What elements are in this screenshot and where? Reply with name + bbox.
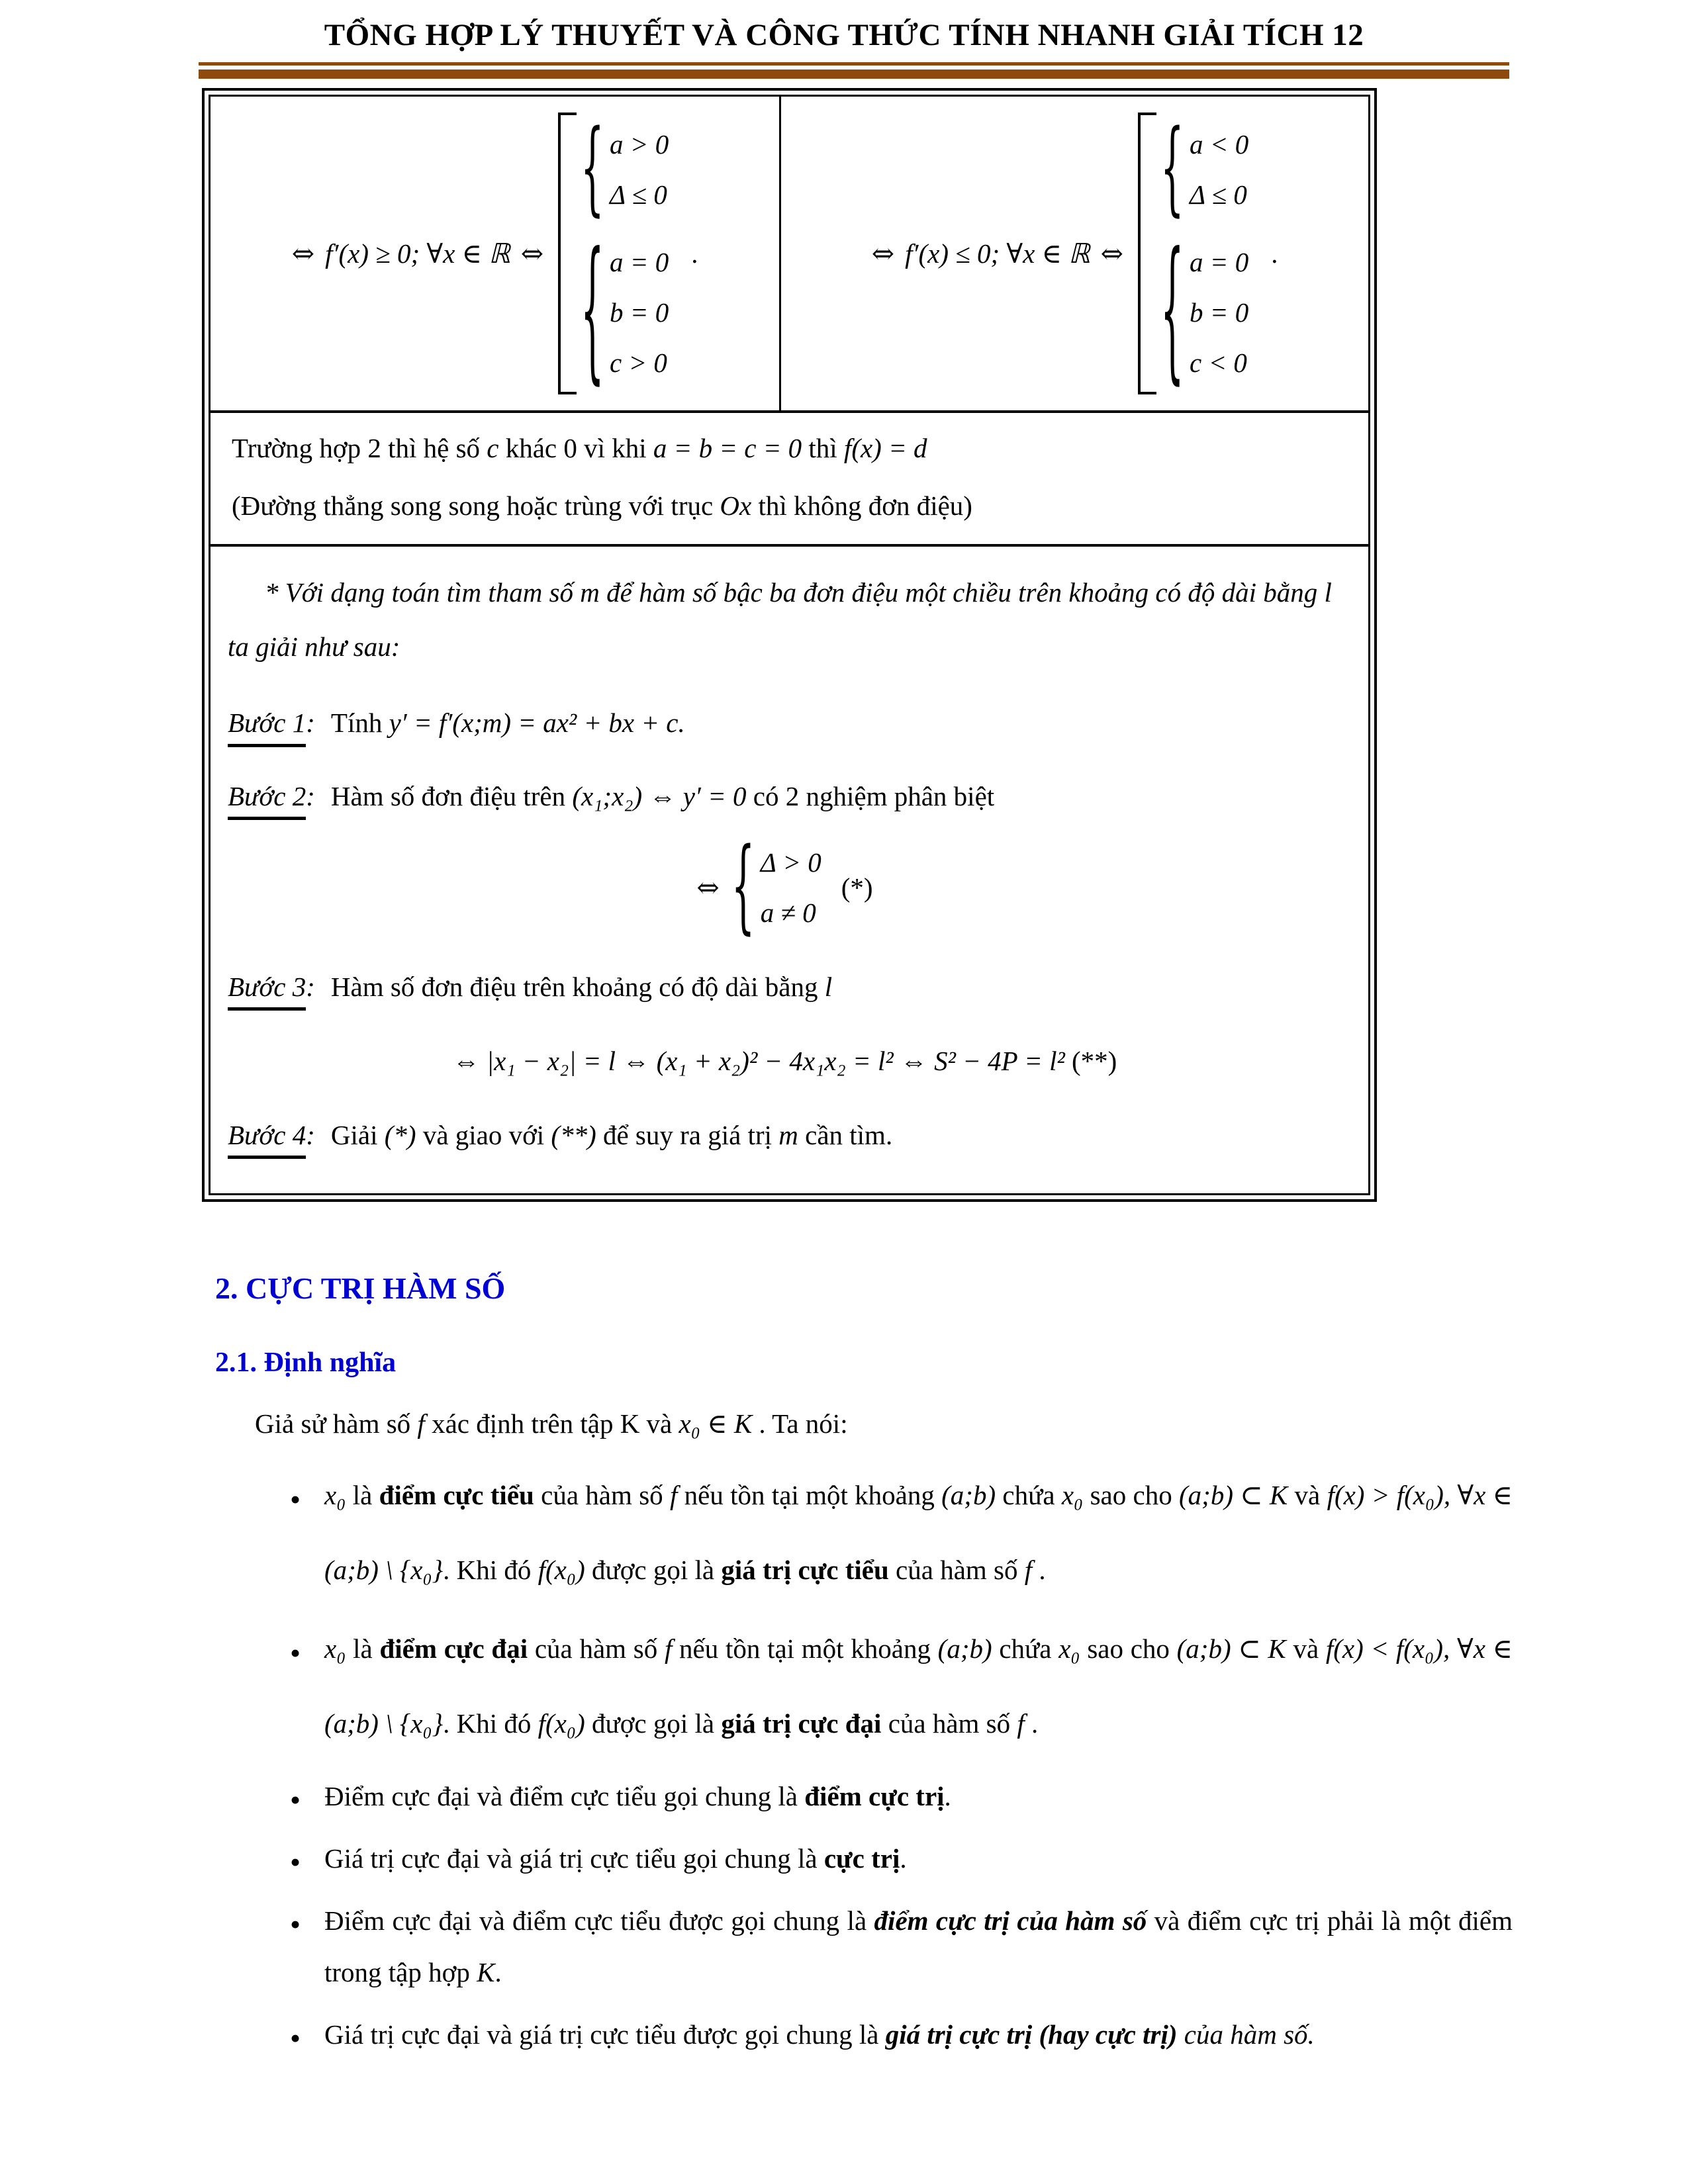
case-stack [581,109,669,400]
decrease-formula [871,109,1278,400]
step-3-label: Bước 3 [228,970,306,1011]
step-3-text: Hàm số đơn điệu trên khoảng có độ dài bằng l [330,971,833,1002]
derivative-condition: f′(x) ≥ 0; ∀x ∈ ℝ [325,238,510,269]
star-conditions [761,837,821,938]
period: . [1271,238,1278,269]
step-1-head [228,707,315,738]
case-system-1 [581,109,669,228]
left-brace-icon: { [1160,109,1184,228]
condition: b = 0 [1190,297,1249,328]
method-intro: * Với dạng toán tìm tham số m để hàm số bậc ba đơn điệu một chiều trên khoảng có độ dài bằng l ta giải như sau: [228,577,1332,662]
left-brace-icon: { [1160,222,1184,400]
or-bracket [558,109,674,400]
step-3 [228,970,1342,1011]
note-row [211,410,1368,544]
theory-table-inner [209,95,1370,1195]
decrease-condition-cell [781,97,1368,410]
step-2-label: Bước 2 [228,779,306,820]
or-bracket [1138,109,1254,400]
monotonic-formula-row [211,97,1368,410]
equiv-arrow: ⇔ [1100,238,1124,269]
derivative-condition: f′(x) ≤ 0; ∀x ∈ ℝ [905,238,1090,269]
step-3-colon: : [306,971,315,1002]
method-row [211,544,1368,1193]
case-stack [1160,109,1249,400]
step-4-text: Giải (*) và giao với (**) để suy ra giá trị m cần tìm. [330,1120,893,1151]
left-brace-icon: { [581,222,604,400]
bullet-extreme-point-of-function: • Điểm cực đại và điểm cực tiểu được gọi chung là điểm cực trị của hàm số và điểm cực trị phải là một điểm trong tập hợp K. [324,1895,1513,1999]
condition: c < 0 [1190,347,1247,378]
condition: a ≠ 0 [760,897,816,928]
case-conditions [1190,237,1248,388]
left-brace-icon: { [581,109,604,228]
step-4-label: Bước 4 [228,1118,306,1159]
step-2-colon: : [306,780,315,811]
step-4 [228,1118,1342,1159]
subsection-heading: 2.1. Định nghĩa [215,1347,397,1379]
step-1-label: Bước 1 [228,705,306,747]
condition: c > 0 [610,347,667,378]
step-1-colon: : [306,707,315,739]
step-2-head [228,781,315,811]
equiv-arrow: ⇔ [520,238,544,269]
increase-condition-cell [211,97,781,410]
case-conditions [610,237,669,388]
condition: a > 0 [610,129,669,159]
condition: a < 0 [1190,129,1249,159]
condition: a = 0 [610,247,669,277]
page-title: TỔNG HỢP LÝ THUYẾT VÀ CÔNG THỨC TÍNH NHANH GIẢI TÍCH 12 [324,18,1364,52]
definition-intro: Giả sử hàm số f xác định trên tập K và x₀ ∈ K . Ta nói: [255,1408,848,1439]
condition: a = 0 [1190,247,1249,277]
title-divider-rule [199,62,1509,79]
bullet-minimum-point: • x₀ là điểm cực tiểu của hàm số f nếu tồn tại một khoảng (a;b) chứa x₀ sao cho (a;b) ⊂ K và f(x) > f(x₀), ∀x ∈ (a;b) \ {x₀}. Khi đó f(x₀) được gọi là giá trị cực tiểu của hàm số f . [324,1458,1513,1608]
note-line-2: (Đường thẳng song song hoặc trùng với trục Ox thì không đơn điệu) [232,490,972,522]
section-heading: 2. CỰC TRỊ HÀM SỐ [215,1271,506,1306]
step-1 [228,705,1342,747]
condition: Δ ≤ 0 [1190,179,1247,210]
step-2 [228,779,1342,820]
increase-formula [291,109,698,400]
length-formula: ⇔ |x₁ − x₂| = l ⇔ (x₁ + x₂)² − 4x₁x₂ = l² ⇔ S² − 4P = l² (**) [452,1046,1117,1077]
bullet-extreme-value-of-function: • Giá trị cực đại và giá trị cực tiểu được gọi chung là giá trị cực trị (hay cực trị) của hàm số. [324,2009,1513,2061]
case-conditions [1190,119,1248,220]
condition: Δ > 0 [760,846,821,878]
step-4-head [228,1120,315,1150]
left-brace-icon: { [731,827,755,946]
period: . [691,238,698,269]
condition: b = 0 [610,297,669,328]
star-tag: (*) [841,872,873,903]
step-3-head [228,972,315,1002]
equiv-arrow: ⇔ [696,871,720,903]
case-conditions [610,119,669,220]
case-system-2 [581,222,669,400]
definition-bullet-list [0,1458,1688,2060]
case-system-2 [1160,222,1249,400]
bullet-extreme-points: • Điểm cực đại và điểm cực tiểu gọi chung là điểm cực trị. [324,1771,1513,1823]
step-4-colon: : [306,1120,315,1151]
theory-table [202,88,1377,1202]
star-system [731,827,821,946]
case-system-1 [1160,109,1249,228]
condition: Δ ≤ 0 [610,179,667,210]
step-1-text: Tính y′ = f′(x;m) = ax² + bx + c. [330,707,685,739]
note-line-1: Trường hợp 2 thì hệ số c khác 0 vì khi a = b = c = 0 thì f(x) = d [232,433,927,463]
equiv-arrow: ⇔ [871,238,895,269]
step-2-text: Hàm số đơn điệu trên (x₁;x₂) ⇔ y′ = 0 có 2 nghiệm phân biệt [330,780,995,811]
star-condition-formula [228,827,1342,946]
equiv-arrow: ⇔ [291,238,315,269]
bullet-maximum-point: • x₀ là điểm cực đại của hàm số f nếu tồn tại một khoảng (a;b) chứa x₀ sao cho (a;b) ⊂ K và f(x) < f(x₀), ∀x ∈ (a;b) \ {x₀}. Khi đó f(x₀) được gọi là giá trị cực đại của hàm số f . [324,1612,1513,1761]
bullet-extreme-values: • Giá trị cực đại và giá trị cực tiểu gọi chung là cực trị. [324,1833,1513,1885]
